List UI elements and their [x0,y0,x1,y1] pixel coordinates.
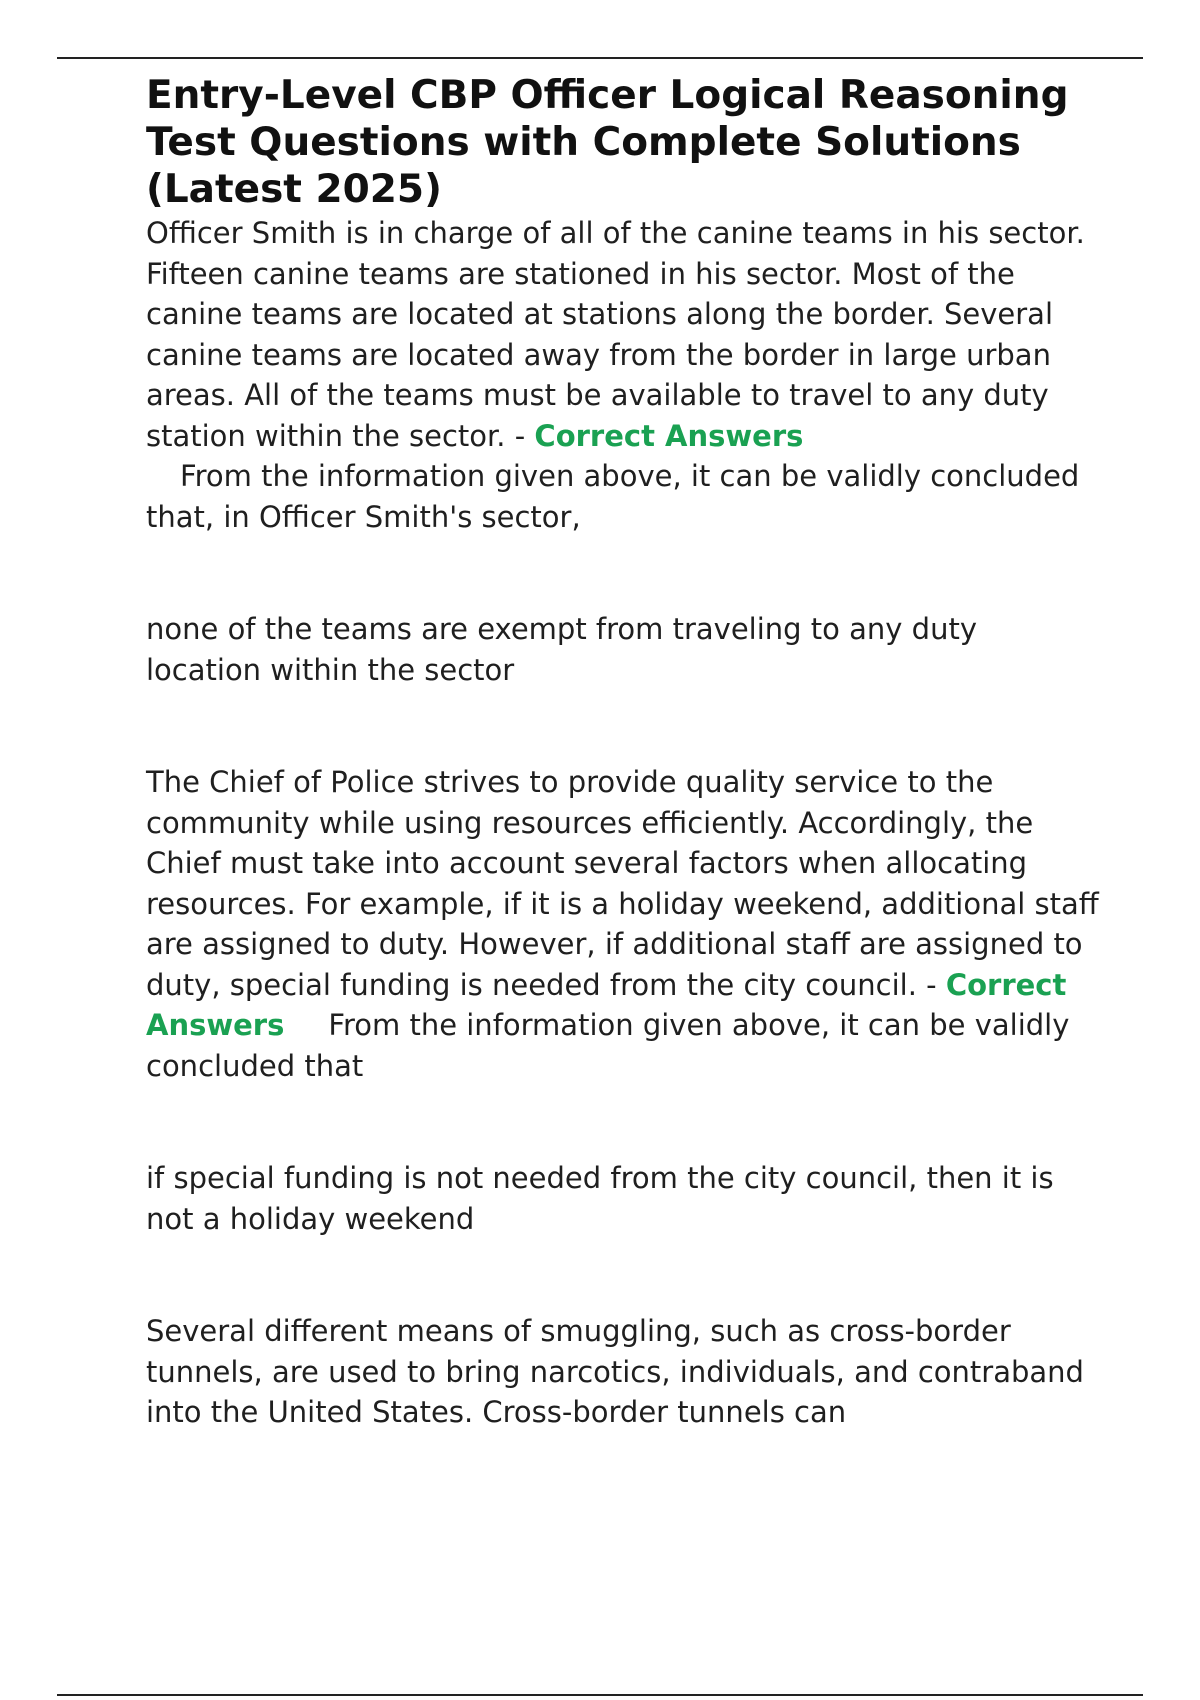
document-body [146,72,1101,1433]
qa-item-3 [146,1311,1101,1433]
qa-item-1 [146,213,1101,690]
qa-item-2 [146,762,1101,1239]
question-lead: The Chief of Police strives to provide quality service to the community while using resources efficiently. Accordingly, the Chief must take into account several factors when allocating resources. For example, if it is a holiday weekend, additional staff are assigned to duty. However, if additional staff are assigned to duty, special funding is needed from the city council. - [146,765,1099,1002]
question-lead: Officer Smith is in charge of all of the canine teams in his sector. Fifteen canine teams are stationed in his sector. Most of the canine teams are located at stations along the border. Several canine teams are located away from the border in large urban areas. All of the teams must be available to travel to any duty station within the sector. - [146,216,1085,453]
correct-answers-label: Correct Answers [146,967,1067,1042]
answer-text: if special funding is not needed from the city council, then it is not a holiday weekend [146,1161,1054,1236]
question-tail: From the information given above, it can be validly concluded that [146,1008,1070,1083]
question-text [146,213,1101,537]
answer-text: none of the teams are exempt from traveling to any duty location within the sector [146,612,977,687]
question-text: Several different means of smuggling, such as cross-border tunnels, are used to bring narcotics, individuals, and contraband into the United States. Cross-border tunnels can [146,1314,1084,1429]
correct-answers-label: Correct Answers [534,418,804,453]
top-rule [57,57,1143,59]
question-text [146,762,1101,1086]
document-title: Entry-Level CBP Officer Logical Reasoning Test Questions with Complete Solutions (Latest 2025) [146,73,1069,212]
bottom-rule [57,1694,1143,1696]
question-tail: From the information given above, it can be validly concluded that, in Officer Smith's sector, [146,459,1080,534]
